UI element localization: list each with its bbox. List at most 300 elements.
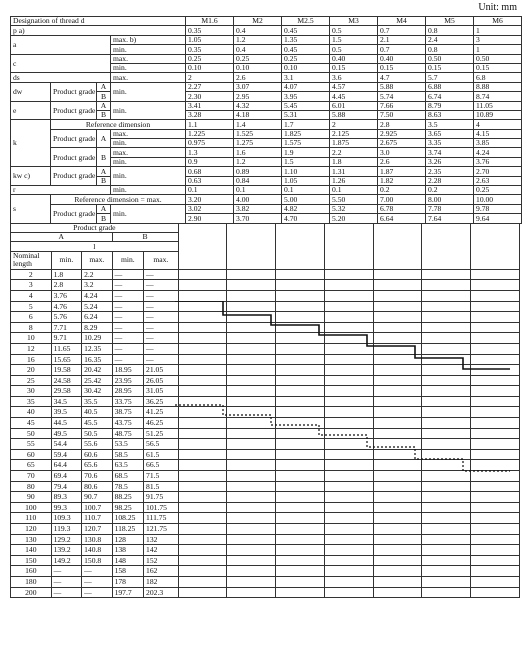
size-cell	[178, 502, 227, 513]
value-cell: 1.275	[234, 139, 282, 148]
value-cell: 1.26	[330, 176, 378, 185]
value-cell: 0.35	[186, 45, 234, 54]
dimension-sheet	[10, 16, 520, 598]
length-row	[11, 481, 520, 492]
length-value: 140.8	[82, 545, 112, 556]
length-value: 7.71	[51, 322, 81, 333]
dw-a-row	[11, 82, 522, 91]
value-cell: 3.02	[186, 204, 234, 213]
value-cell: 1.35	[282, 35, 330, 44]
length-value: —	[112, 280, 143, 291]
length-value: 66.5	[144, 460, 179, 471]
length-row	[11, 524, 520, 535]
size-cell	[422, 290, 471, 301]
size-cell	[324, 566, 373, 577]
value-cell: 6.88	[426, 82, 474, 91]
size-cell	[422, 449, 471, 460]
length-value: 40.5	[82, 407, 112, 418]
size-cell	[422, 502, 471, 513]
blank-cell	[471, 223, 520, 269]
size-cell	[422, 396, 471, 407]
value-cell: 0.10	[282, 63, 330, 72]
reference-label: Reference dimension	[51, 120, 186, 129]
grade-b: B	[112, 232, 178, 241]
value-cell: 0.25	[282, 54, 330, 63]
length-row	[11, 301, 520, 312]
length-row	[11, 513, 520, 524]
grade-header: Product grade	[11, 223, 179, 232]
size-cell	[471, 407, 520, 418]
size-cell	[178, 365, 227, 376]
size-cell	[422, 576, 471, 587]
size-cell	[276, 587, 325, 598]
size-cell	[471, 513, 520, 524]
size-cell	[178, 428, 227, 439]
value-cell: 2.30	[186, 92, 234, 101]
size-cell	[276, 502, 325, 513]
length-row	[11, 566, 520, 577]
size-cell	[422, 555, 471, 566]
length-value: 41.25	[144, 407, 179, 418]
length-row	[11, 428, 520, 439]
size-cell	[276, 545, 325, 556]
value-cell: 4.57	[330, 82, 378, 91]
value-cell: 1.05	[282, 176, 330, 185]
length-value: 59.4	[51, 449, 81, 460]
value-cell: 4.32	[234, 101, 282, 110]
symbol-dw: dw	[11, 82, 51, 101]
length-value: 29.58	[51, 386, 81, 397]
value-cell: 0.15	[378, 63, 426, 72]
length-value: —	[144, 269, 179, 280]
size-cell	[471, 418, 520, 429]
length-value: 149.2	[51, 555, 81, 566]
nominal-length: 65	[11, 460, 52, 471]
length-value: 61.5	[144, 449, 179, 460]
length-value: 119.3	[51, 524, 81, 535]
size-cell	[471, 312, 520, 323]
size-cell	[422, 428, 471, 439]
size-cell	[227, 312, 276, 323]
length-value: 1.8	[51, 269, 81, 280]
size-cell	[373, 555, 422, 566]
value-cell: 4.15	[474, 129, 522, 138]
size-cell	[227, 534, 276, 545]
value-cell: 7.64	[426, 214, 474, 223]
size-cell	[178, 312, 227, 323]
value-cell: 4.45	[330, 92, 378, 101]
size-cell	[471, 375, 520, 386]
size-cell	[178, 576, 227, 587]
symbol-ds: ds	[11, 73, 111, 82]
size-cell	[276, 365, 325, 376]
nominal-length: 3	[11, 280, 52, 291]
length-value: 139.2	[51, 545, 81, 556]
nominal-length: 6	[11, 312, 52, 323]
symbol-s: s	[11, 195, 51, 223]
condition-cell: min.	[111, 139, 186, 148]
value-cell: 6.74	[426, 92, 474, 101]
reference-label: Reference dimension = max.	[51, 195, 186, 204]
size-cell	[324, 322, 373, 333]
length-row	[11, 576, 520, 587]
value-cell: 1	[474, 45, 522, 54]
nominal-length: 100	[11, 502, 52, 513]
size-cell	[178, 524, 227, 535]
size-cell	[471, 492, 520, 503]
length-value: 2.2	[82, 269, 112, 280]
size-cell	[422, 587, 471, 598]
length-value: 33.75	[112, 396, 143, 407]
nominal-length: 140	[11, 545, 52, 556]
value-cell: 3.35	[426, 139, 474, 148]
length-value: 31.05	[144, 386, 179, 397]
size-cell	[227, 386, 276, 397]
size-cell	[178, 354, 227, 365]
value-cell: 3	[474, 35, 522, 44]
nominal-length: 160	[11, 566, 52, 577]
min-max-label: min.	[112, 251, 143, 269]
nominal-length: 130	[11, 534, 52, 545]
nominal-length: 2	[11, 269, 52, 280]
size-cell	[471, 301, 520, 312]
size-cell	[373, 566, 422, 577]
size-cell	[373, 524, 422, 535]
size-cell	[324, 513, 373, 524]
e-a-row	[11, 101, 522, 110]
length-value: 2.8	[51, 280, 81, 291]
value-cell: 3.26	[426, 157, 474, 166]
value-cell: 3.70	[234, 214, 282, 223]
length-value: 16.35	[82, 354, 112, 365]
value-cell: 5.31	[282, 110, 330, 119]
size-cell	[373, 428, 422, 439]
value-cell: 1.3	[186, 148, 234, 157]
size-cell	[276, 524, 325, 535]
nominal-length: 10	[11, 333, 52, 344]
value-cell: 1.525	[234, 129, 282, 138]
value-cell: 3.65	[426, 129, 474, 138]
size-cell	[422, 280, 471, 291]
size-cell	[324, 280, 373, 291]
grade-label: Product grade	[51, 82, 97, 101]
value-cell: 0.2	[426, 186, 474, 195]
nominal-length: 5	[11, 301, 52, 312]
size-cell	[373, 290, 422, 301]
size-cell	[276, 375, 325, 386]
length-value: 90.7	[82, 492, 112, 503]
size-cell	[324, 534, 373, 545]
value-cell: 0.975	[186, 139, 234, 148]
value-cell: 2	[186, 73, 234, 82]
size-cell	[373, 322, 422, 333]
size-cell	[178, 301, 227, 312]
value-cell: 0.40	[378, 54, 426, 63]
size-cell	[227, 587, 276, 598]
value-cell: 3.95	[282, 92, 330, 101]
length-value: 91.75	[144, 492, 179, 503]
symbol-p: p a)	[11, 26, 186, 35]
length-value: —	[144, 280, 179, 291]
value-cell: 2.6	[378, 157, 426, 166]
length-value: 39.5	[51, 407, 81, 418]
size-cell	[373, 492, 422, 503]
length-value: 111.75	[144, 513, 179, 524]
value-cell: 1.5	[282, 157, 330, 166]
value-cell: 5.7	[426, 73, 474, 82]
size-cell	[276, 492, 325, 503]
length-value: 88.25	[112, 492, 143, 503]
length-row	[11, 502, 520, 513]
size-cell	[471, 396, 520, 407]
length-value: 21.05	[144, 365, 179, 376]
size-cell	[471, 322, 520, 333]
size-cell	[324, 449, 373, 460]
size-cell	[178, 545, 227, 556]
length-row	[11, 545, 520, 556]
length-row	[11, 587, 520, 598]
value-cell: 0.50	[474, 54, 522, 63]
size-cell	[471, 280, 520, 291]
size-cell	[324, 290, 373, 301]
size-cell	[373, 576, 422, 587]
size-cell	[178, 555, 227, 566]
size-cell	[422, 365, 471, 376]
length-value: 78.5	[112, 481, 143, 492]
value-cell: 1.10	[282, 167, 330, 176]
size-cell	[276, 428, 325, 439]
value-cell: 4.24	[474, 148, 522, 157]
size-cell	[227, 280, 276, 291]
length-value: 34.5	[51, 396, 81, 407]
size-cell	[373, 534, 422, 545]
length-value: —	[112, 333, 143, 344]
ds-row	[11, 73, 522, 82]
condition-cell: min.	[111, 45, 186, 54]
condition-cell: min.	[111, 186, 186, 195]
length-value: —	[112, 354, 143, 365]
size-cell	[373, 343, 422, 354]
length-value: 101.75	[144, 502, 179, 513]
length-value: 129.2	[51, 534, 81, 545]
value-cell: M2.5	[282, 17, 330, 26]
value-cell: 1.825	[282, 129, 330, 138]
designation-label: Designation of thread d	[11, 17, 186, 26]
blank-cell	[324, 223, 373, 269]
length-row	[11, 386, 520, 397]
size-cell	[373, 481, 422, 492]
length-value: 110.7	[82, 513, 112, 524]
r-row	[11, 186, 522, 195]
value-cell: M1.6	[186, 17, 234, 26]
length-value: 202.3	[144, 587, 179, 598]
size-cell	[227, 439, 276, 450]
value-cell: 1.6	[234, 148, 282, 157]
a-max-row	[11, 35, 522, 44]
size-cell	[471, 545, 520, 556]
length-value: 162	[144, 566, 179, 577]
value-cell: 6.78	[378, 204, 426, 213]
size-cell	[276, 418, 325, 429]
value-cell: 3.28	[186, 110, 234, 119]
value-cell: 1.2	[234, 157, 282, 166]
value-cell: 0.10	[186, 63, 234, 72]
value-cell: 4.70	[282, 214, 330, 223]
size-cell	[227, 566, 276, 577]
length-value: 20.42	[82, 365, 112, 376]
size-cell	[373, 375, 422, 386]
length-value: 50.5	[82, 428, 112, 439]
value-cell: 2.675	[378, 139, 426, 148]
value-cell: 7.50	[378, 110, 426, 119]
value-cell: 0.5	[330, 26, 378, 35]
grade-label: Product grade	[51, 167, 97, 186]
value-cell: 3.82	[234, 204, 282, 213]
length-value: 3.76	[51, 290, 81, 301]
size-cell	[324, 375, 373, 386]
length-row	[11, 407, 520, 418]
nominal-length: 4	[11, 290, 52, 301]
length-value: 89.3	[51, 492, 81, 503]
size-cell	[227, 492, 276, 503]
condition-cell: min.	[111, 167, 186, 186]
size-cell	[178, 471, 227, 482]
value-cell: 8.79	[426, 101, 474, 110]
size-cell	[422, 354, 471, 365]
size-cell	[276, 386, 325, 397]
size-cell	[471, 481, 520, 492]
length-value: 49.5	[51, 428, 81, 439]
length-value: 26.05	[144, 375, 179, 386]
length-value: 99.3	[51, 502, 81, 513]
size-cell	[324, 460, 373, 471]
size-cell	[227, 407, 276, 418]
value-cell: 1.575	[282, 139, 330, 148]
nominal-length: 70	[11, 471, 52, 482]
blank-cell	[373, 223, 422, 269]
size-cell	[276, 322, 325, 333]
size-cell	[276, 534, 325, 545]
size-cell	[178, 396, 227, 407]
condition-cell: max. b)	[111, 35, 186, 44]
size-cell	[227, 513, 276, 524]
size-cell	[324, 418, 373, 429]
size-cell	[422, 534, 471, 545]
value-cell: 2.4	[426, 35, 474, 44]
size-cell	[324, 524, 373, 535]
size-cell	[324, 407, 373, 418]
length-value: 36.25	[144, 396, 179, 407]
length-value: 71.5	[144, 471, 179, 482]
grade-b: B	[97, 92, 111, 101]
blank-cell	[276, 223, 325, 269]
value-cell: 3.0	[378, 148, 426, 157]
value-cell: M3	[330, 17, 378, 26]
value-cell: 3.07	[234, 82, 282, 91]
grade-label: Product grade	[51, 204, 97, 223]
value-cell: 0.40	[330, 54, 378, 63]
length-value: —	[82, 587, 112, 598]
size-cell	[178, 460, 227, 471]
value-cell: 3.1	[282, 73, 330, 82]
condition-cell: min.	[111, 157, 186, 166]
value-cell: 1.225	[186, 129, 234, 138]
size-cell	[324, 471, 373, 482]
length-value: 44.5	[51, 418, 81, 429]
min-max-label: min.	[51, 251, 81, 269]
nominal-length: 200	[11, 587, 52, 598]
value-cell: 4.18	[234, 110, 282, 119]
value-cell: 2.95	[234, 92, 282, 101]
value-cell: 3.6	[330, 73, 378, 82]
value-cell: 2.125	[330, 129, 378, 138]
size-cell	[373, 333, 422, 344]
value-cell: 5.32	[330, 204, 378, 213]
size-cell	[373, 312, 422, 323]
size-cell	[324, 354, 373, 365]
length-table	[10, 223, 520, 599]
length-value: —	[112, 269, 143, 280]
grade-b: B	[97, 148, 111, 167]
value-cell: 2.90	[186, 214, 234, 223]
length-value: 15.65	[51, 354, 81, 365]
value-cell: M6	[474, 17, 522, 26]
length-header-row	[11, 223, 520, 232]
condition-cell: max.	[111, 148, 186, 157]
length-value: 3.2	[82, 280, 112, 291]
value-cell: 0.89	[234, 167, 282, 176]
size-cell	[422, 481, 471, 492]
value-cell: 2.63	[474, 176, 522, 185]
value-cell: 0.1	[186, 186, 234, 195]
value-cell: 0.15	[426, 63, 474, 72]
size-cell	[227, 502, 276, 513]
size-cell	[471, 471, 520, 482]
length-value: 108.25	[112, 513, 143, 524]
length-value: —	[144, 354, 179, 365]
size-cell	[227, 375, 276, 386]
length-value: —	[112, 343, 143, 354]
length-value: 120.7	[82, 524, 112, 535]
length-value: 5.76	[51, 312, 81, 323]
size-cell	[373, 513, 422, 524]
length-row	[11, 471, 520, 482]
length-value: 132	[144, 534, 179, 545]
length-row	[11, 492, 520, 503]
size-cell	[373, 460, 422, 471]
size-cell	[227, 354, 276, 365]
size-cell	[471, 576, 520, 587]
value-cell: 8.88	[474, 82, 522, 91]
value-cell: 0.7	[378, 26, 426, 35]
value-cell: 9.64	[474, 214, 522, 223]
length-value: 182	[144, 576, 179, 587]
size-cell	[227, 269, 276, 280]
grade-b: B	[97, 176, 111, 185]
value-cell: 1.7	[282, 120, 330, 129]
grade-a: A	[97, 101, 111, 110]
value-cell: 11.05	[474, 101, 522, 110]
size-cell	[422, 524, 471, 535]
length-row	[11, 375, 520, 386]
size-cell	[227, 576, 276, 587]
size-cell	[276, 566, 325, 577]
symbol-kw: kw c)	[11, 167, 51, 186]
condition-cell: max.	[111, 73, 186, 82]
value-cell: 5.45	[282, 101, 330, 110]
value-cell: 5.88	[378, 82, 426, 91]
size-cell	[471, 386, 520, 397]
